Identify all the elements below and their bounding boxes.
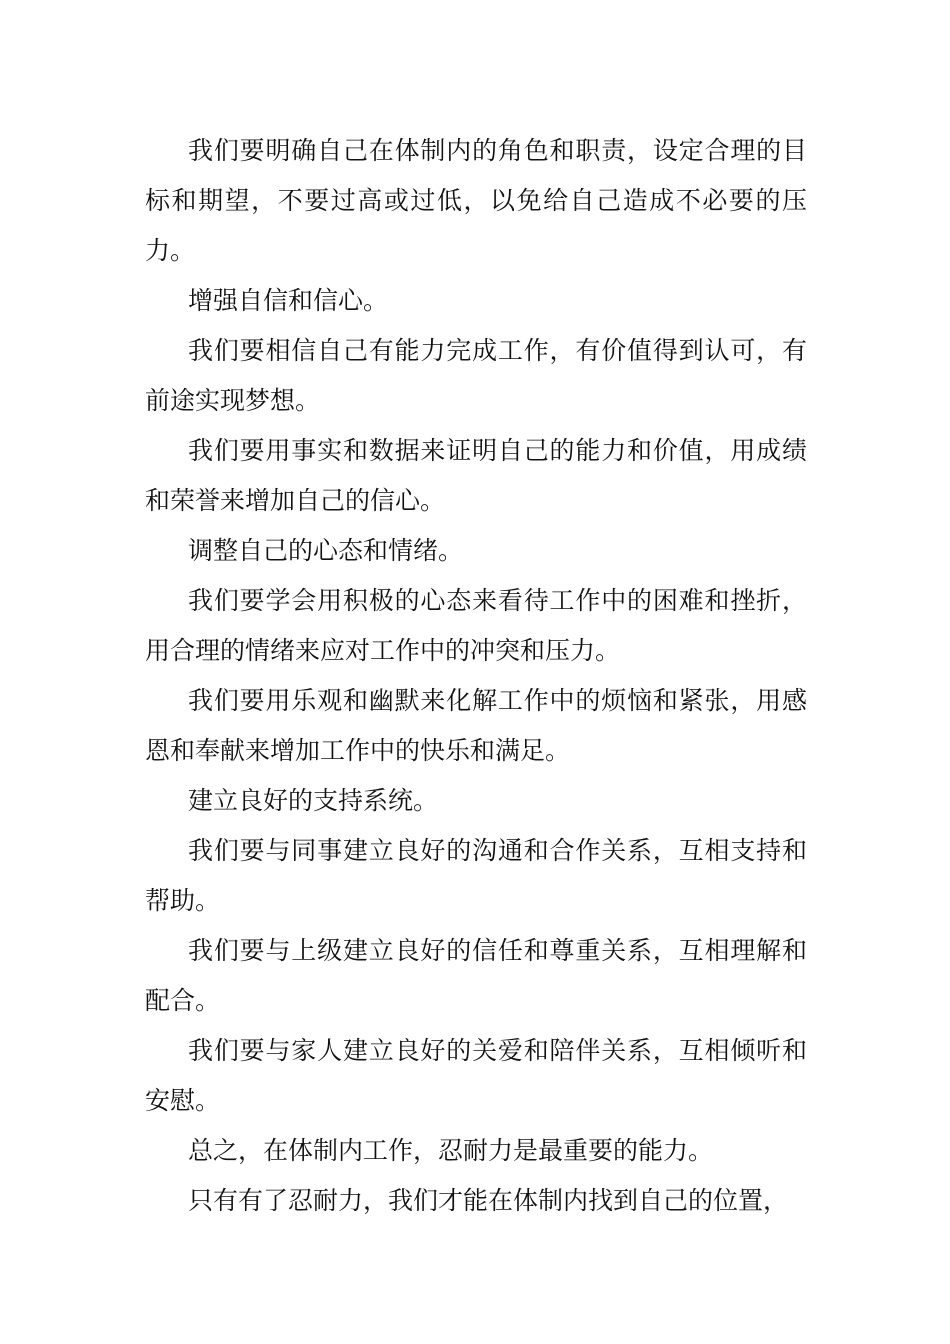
paragraph-believe-ability: 我们要相信自己有能力完成工作，有价值得到认可，有前途实现梦想。	[145, 336, 807, 415]
heading-confidence: 增强自信和信心。	[188, 286, 389, 315]
paragraph-summary: 总之，在体制内工作，忍耐力是最重要的能力。	[188, 1136, 714, 1165]
paragraph-superiors: 我们要与上级建立良好的信任和尊重关系，互相理解和配合。	[145, 936, 807, 1015]
heading-mindset-emotion: 调整自己的心态和情绪。	[188, 536, 464, 565]
paragraph-role-goals: 我们要明确自己在体制内的角色和职责，设定合理的目标和期望，不要过高或过低，以免给自己造成不必要的压力。	[145, 136, 807, 265]
document-body	[145, 126, 807, 1226]
paragraph-colleagues: 我们要与同事建立良好的沟通和合作关系，互相支持和帮助。	[145, 836, 807, 915]
paragraph-positive-mindset: 我们要学会用积极的心态来看待工作中的困难和挫折，用合理的情绪来应对工作中的冲突和压力。	[145, 586, 807, 665]
paragraph-prove-value: 我们要用事实和数据来证明自己的能力和价值，用成绩和荣誉来增加自己的信心。	[145, 436, 807, 515]
paragraph-family: 我们要与家人建立良好的关爱和陪伴关系，互相倾听和安慰。	[145, 1036, 807, 1115]
paragraph-optimism-humor: 我们要用乐观和幽默来化解工作中的烦恼和紧张，用感恩和奉献来增加工作中的快乐和满足。	[145, 686, 807, 765]
heading-support-system: 建立良好的支持系统。	[188, 786, 439, 815]
paragraph-conclusion: 只有有了忍耐力，我们才能在体制内找到自己的位置，	[188, 1186, 789, 1215]
